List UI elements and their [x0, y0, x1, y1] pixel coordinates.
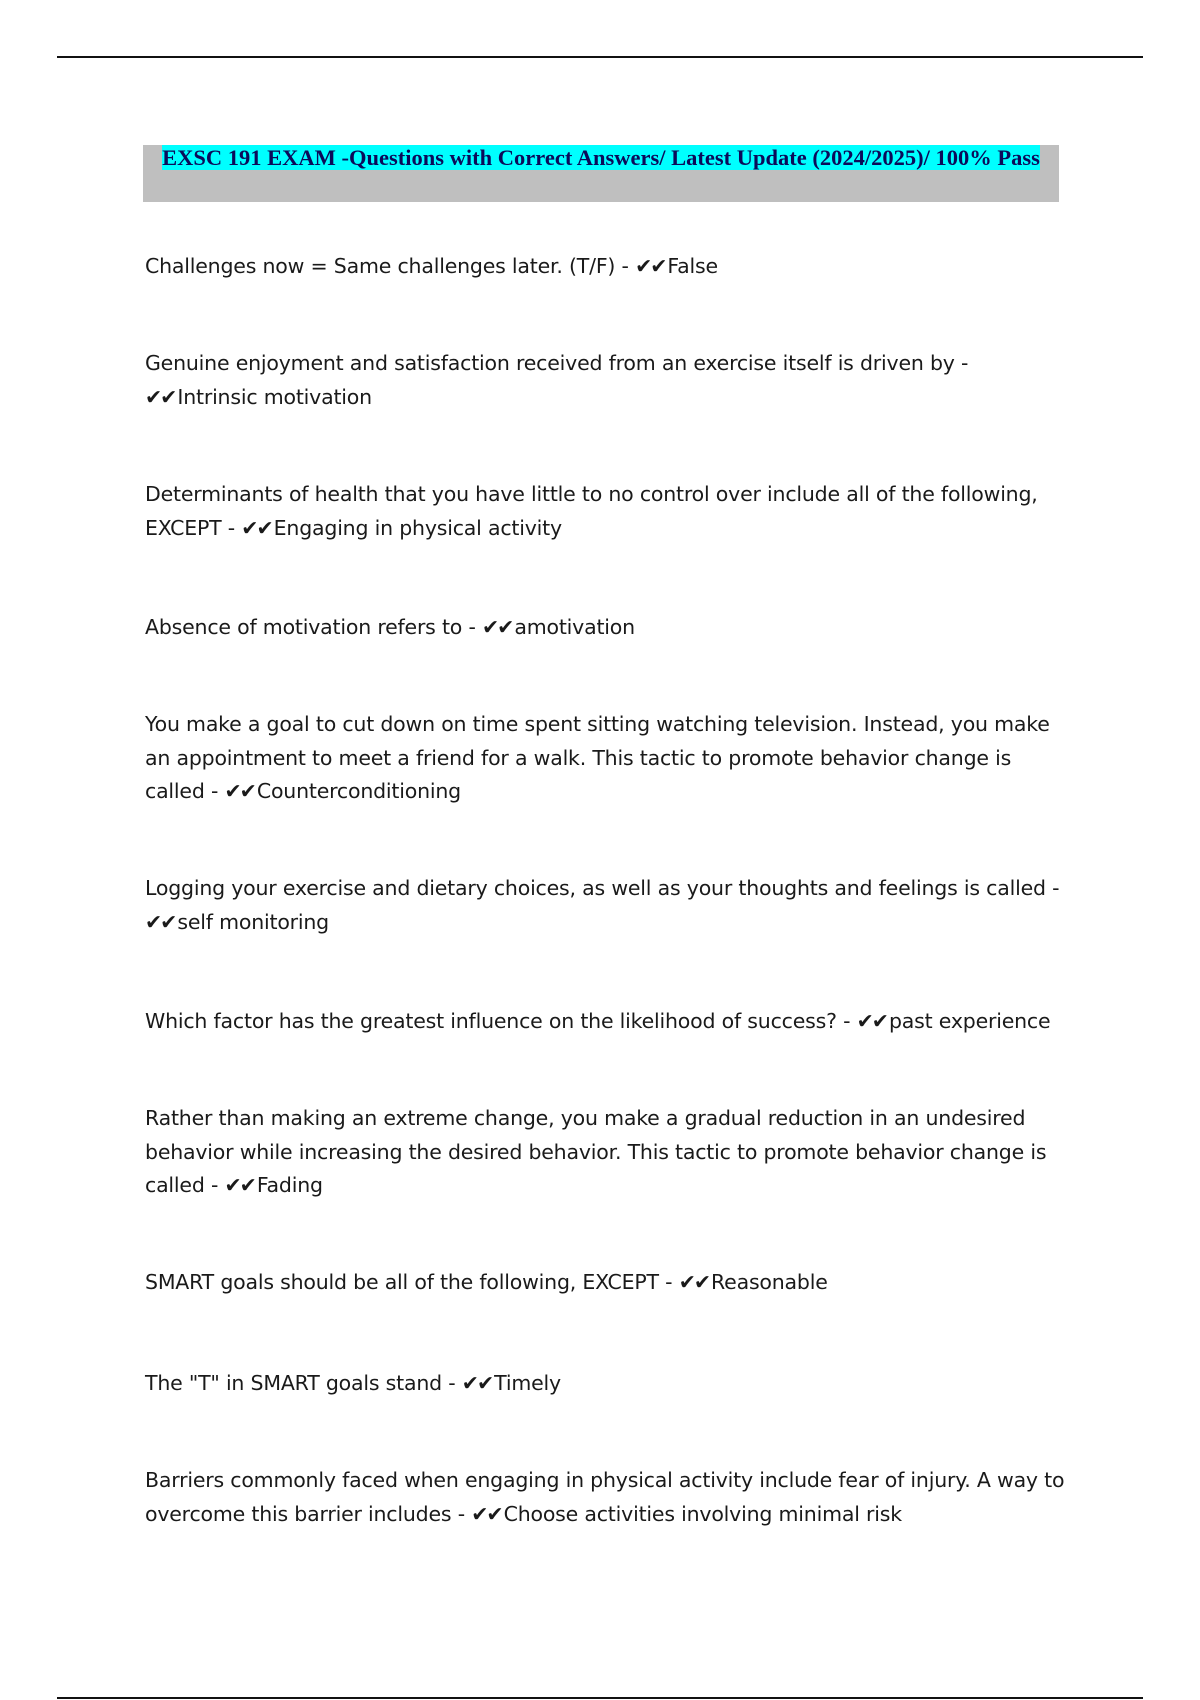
answer-text: Intrinsic motivation	[177, 384, 372, 409]
question-text: Barriers commonly faced when engaging in physical activity include fear of injury. A way to overcome this barrier includes -	[145, 1468, 1065, 1526]
answer-text: Fading	[256, 1173, 323, 1197]
answer-text: Choose activities involving minimal risk	[503, 1501, 902, 1526]
question-text: Rather than making an extreme change, you make a gradual reduction in an undesired behavior while increasing the desired behavior. This tactic to promote behavior change is called -	[145, 1106, 1047, 1197]
question-text: Genuine enjoyment and satisfaction received from an exercise itself is driven by -	[145, 351, 969, 375]
check-mark-icon: ✔✔	[224, 1173, 255, 1197]
answer-text: Counterconditioning	[256, 779, 461, 803]
answer-text: past experience	[888, 1009, 1051, 1033]
qa-item	[145, 1005, 1065, 1039]
question-text: You make a goal to cut down on time spent sitting watching television. Instead, you make an appointment to meet a friend for a walk. This tactic to promote behavior change is called -	[145, 712, 1050, 803]
question-text: Logging your exercise and dietary choices, as well as your thoughts and feelings is called -	[145, 876, 1060, 900]
qa-item	[145, 1367, 1065, 1401]
check-mark-icon: ✔✔	[856, 1009, 887, 1033]
question-text: The "T" in SMART goals stand -	[145, 1371, 462, 1395]
footer-rule	[57, 1697, 1143, 1699]
check-mark-icon: ✔✔	[224, 779, 255, 803]
question-text: Determinants of health that you have little to no control over include all of the following, EXCEPT -	[145, 482, 1038, 540]
question-text: SMART goals should be all of the following, EXCEPT -	[145, 1270, 679, 1294]
document-title-text: EXSC 191 EXAM -Questions with Correct Answers/ Latest Update (2024/2025)/ 100% Pass	[162, 145, 1040, 170]
question-text: Which factor has the greatest influence on the likelihood of success? -	[145, 1009, 857, 1033]
answer-text: False	[667, 254, 718, 278]
answer-text: Timely	[494, 1371, 561, 1395]
check-mark-icon: ✔✔	[461, 1371, 493, 1395]
question-text: Challenges now = Same challenges later. (T/F) -	[145, 254, 636, 278]
check-mark-icon: ✔✔	[678, 1270, 710, 1294]
answer-text: self monitoring	[177, 909, 329, 934]
qa-item	[145, 1102, 1065, 1203]
answer-text: Engaging in physical activity	[273, 515, 562, 540]
check-mark-icon: ✔✔	[635, 254, 666, 278]
answer-text: amotivation	[514, 615, 635, 639]
qa-item	[145, 872, 1065, 939]
document-title	[143, 145, 1059, 202]
check-mark-icon: ✔✔	[481, 615, 513, 639]
check-mark-icon: ✔✔	[145, 384, 176, 409]
qa-item	[145, 1266, 1065, 1300]
header-rule	[57, 56, 1143, 58]
qa-item	[145, 611, 1065, 645]
qa-item	[145, 250, 1065, 284]
question-text: Absence of motivation refers to -	[145, 615, 482, 639]
qa-item	[145, 478, 1065, 545]
check-mark-icon: ✔✔	[471, 1501, 502, 1526]
answer-text: Reasonable	[711, 1270, 828, 1294]
check-mark-icon: ✔✔	[241, 515, 272, 540]
qa-item	[145, 1464, 1065, 1531]
check-mark-icon: ✔✔	[145, 909, 176, 934]
qa-item	[145, 347, 1065, 414]
qa-item	[145, 708, 1065, 809]
